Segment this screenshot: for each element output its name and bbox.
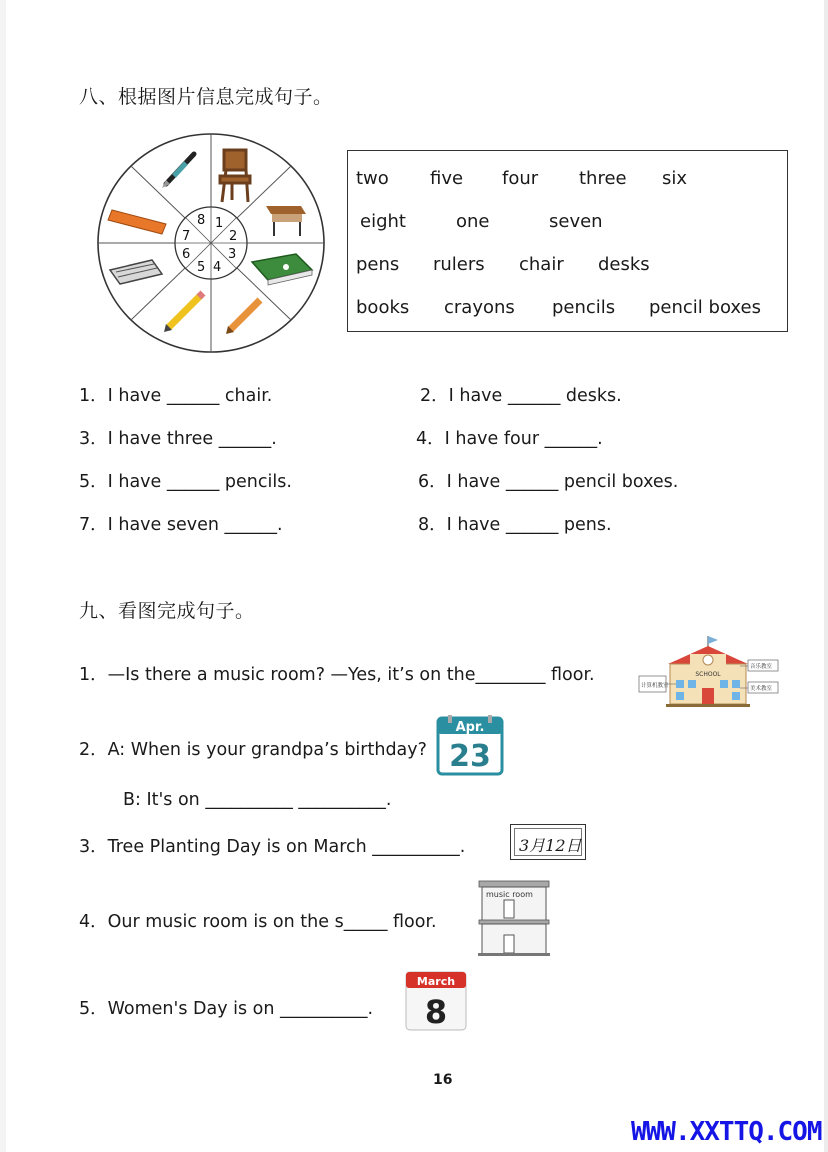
wheel-number-4: 4 bbox=[213, 260, 222, 275]
section9-title: 九、看图完成句子。 bbox=[79, 600, 255, 622]
school-sign: SCHOOL bbox=[695, 671, 721, 678]
s8-question-8: 8．I have ______ pens. bbox=[418, 515, 612, 535]
word-three: three bbox=[579, 168, 627, 189]
calendar-apr-23-icon bbox=[436, 714, 504, 776]
date-box-text: 3月12日 bbox=[519, 836, 582, 855]
music-room-building-picture bbox=[478, 880, 550, 956]
word-books: books bbox=[356, 297, 410, 318]
school-building-picture bbox=[638, 632, 780, 708]
school-label-right-bottom: 美术教室 bbox=[750, 686, 773, 692]
calendar-apr-day: 23 bbox=[449, 739, 491, 774]
wheel-number-7: 7 bbox=[182, 229, 191, 244]
word-six: six bbox=[662, 168, 688, 189]
s8-question-3: 3．I have three ______. bbox=[79, 429, 277, 449]
s9-question-3: 3．Tree Planting Day is on March __________. bbox=[79, 837, 466, 857]
word-one: one bbox=[456, 211, 490, 232]
word-rulers: rulers bbox=[433, 254, 485, 275]
calendar-march-day: 8 bbox=[424, 993, 448, 1031]
wheel-number-6: 6 bbox=[182, 247, 191, 262]
date-box-march-12 bbox=[510, 824, 586, 860]
word-pens: pens bbox=[356, 254, 400, 275]
s8-question-2: 2．I have ______ desks. bbox=[420, 386, 622, 406]
s9-question-4: 4．Our music room is on the s_____ floor. bbox=[79, 912, 437, 932]
word-crayons: crayons bbox=[444, 297, 515, 318]
word-pencil-boxes: pencil boxes bbox=[649, 297, 761, 318]
wheel-number-1: 1 bbox=[215, 216, 224, 231]
school-label-right-top: 音乐教室 bbox=[750, 664, 773, 670]
word-two: two bbox=[356, 168, 389, 189]
word-four: four bbox=[502, 168, 539, 189]
calendar-apr-month: Apr. bbox=[455, 720, 485, 735]
wheel-number-3: 3 bbox=[228, 247, 237, 262]
s9-question-5: 5．Women's Day is on __________. bbox=[79, 999, 374, 1019]
s8-question-7: 7．I have seven ______. bbox=[79, 515, 283, 535]
building-label: music room bbox=[486, 890, 533, 899]
word-chair: chair bbox=[519, 254, 564, 275]
page-number: 16 bbox=[433, 1072, 453, 1088]
wheel-number-5: 5 bbox=[197, 260, 206, 275]
word-five: five bbox=[430, 168, 464, 189]
section8-title: 八、根据图片信息完成句子。 bbox=[79, 86, 333, 108]
school-label-left: 计算机教室 bbox=[641, 683, 669, 689]
wheel-number-2: 2 bbox=[229, 229, 238, 244]
word-pencils: pencils bbox=[552, 297, 616, 318]
s9-question-2a: 2．A: When is your grandpa’s birthday? bbox=[79, 740, 427, 760]
word-bank bbox=[347, 150, 788, 332]
watermark: WWW.XXTTQ.COM bbox=[631, 1117, 822, 1147]
s8-question-6: 6．I have ______ pencil boxes. bbox=[418, 472, 679, 492]
page-edge-right bbox=[824, 0, 828, 1152]
calendar-march-month: March bbox=[416, 975, 456, 988]
s9-question-2b: B: It's on __________ __________. bbox=[123, 790, 392, 810]
page-edge-left bbox=[0, 0, 6, 1152]
s8-question-5: 5．I have ______ pencils. bbox=[79, 472, 292, 492]
word-eight: eight bbox=[360, 211, 406, 232]
wheel-number-8: 8 bbox=[197, 213, 206, 228]
s9-question-1: 1．—Is there a music room? —Yes, it’s on the________ floor. bbox=[79, 665, 595, 685]
s8-question-4: 4．I have four ______. bbox=[416, 429, 603, 449]
word-seven: seven bbox=[549, 211, 603, 232]
word-desks: desks bbox=[598, 254, 650, 275]
stationery-wheel bbox=[96, 132, 326, 354]
calendar-march-8-icon bbox=[404, 970, 468, 1032]
s8-question-1: 1．I have ______ chair. bbox=[79, 386, 273, 406]
